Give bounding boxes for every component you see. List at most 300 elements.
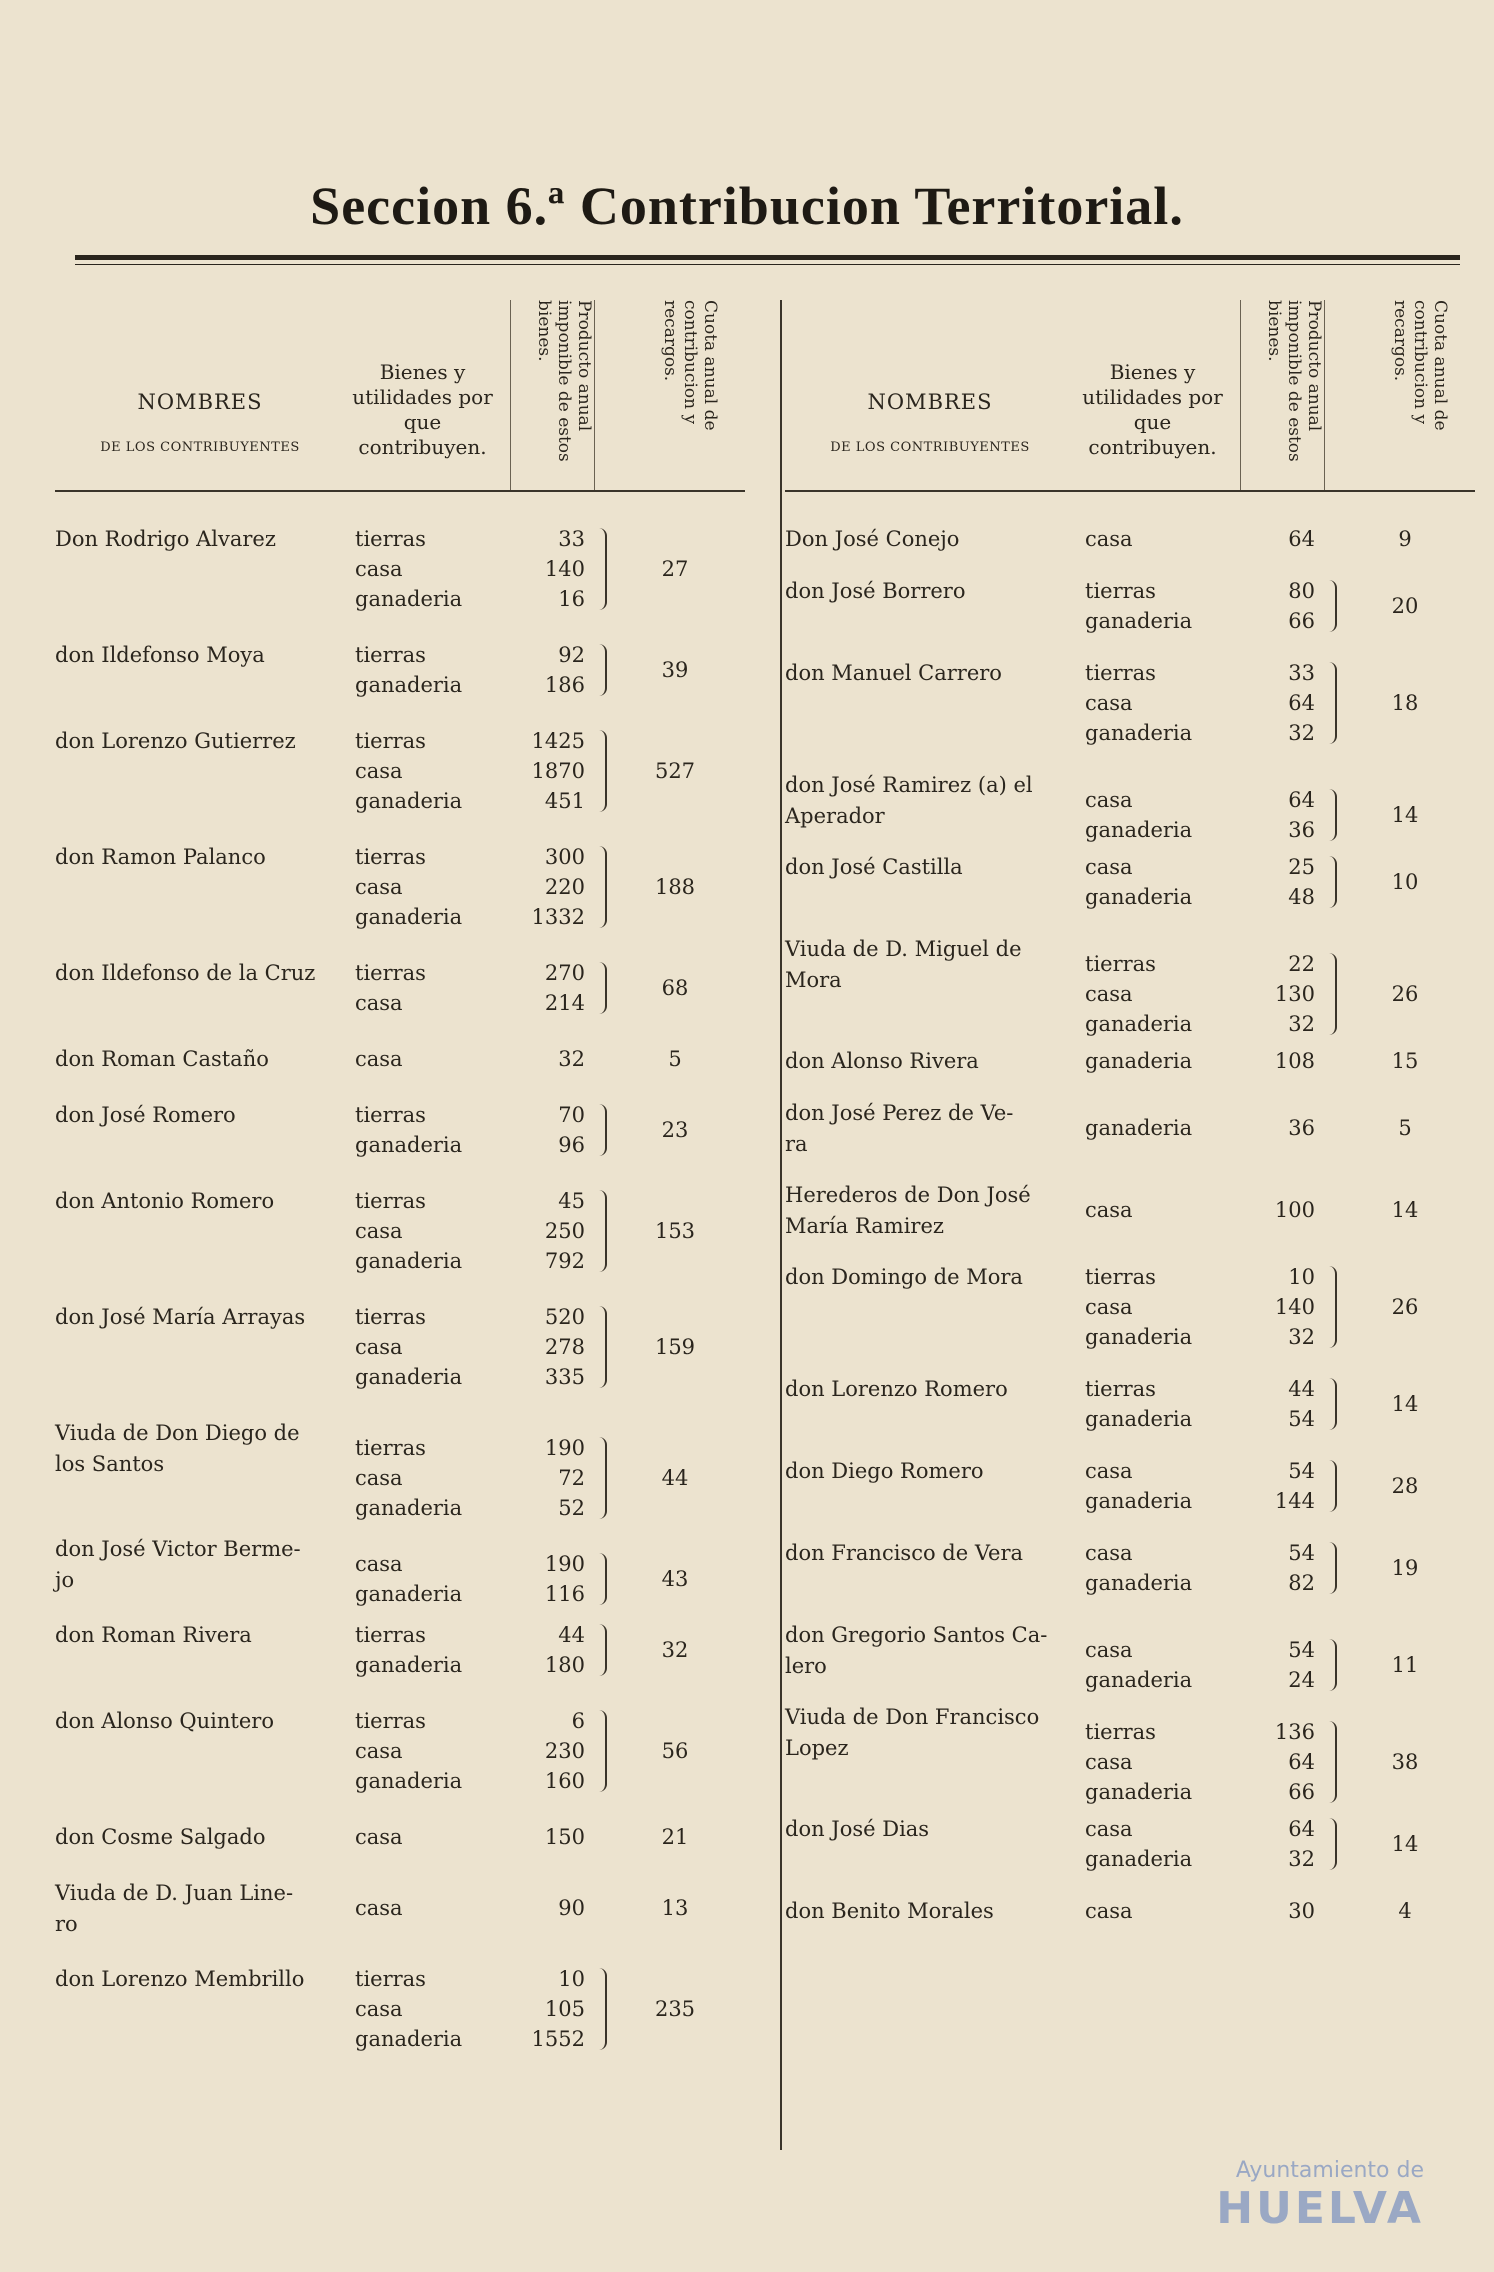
product-value: 80 bbox=[1288, 579, 1315, 603]
asset-list bbox=[1085, 1814, 1245, 1874]
cuota-value: 68 bbox=[661, 976, 689, 1000]
value-list bbox=[1235, 1195, 1341, 1225]
cuota-value: 43 bbox=[661, 1567, 689, 1591]
contributor-name-line: Aperador bbox=[785, 804, 885, 828]
asset-item: casa bbox=[1085, 1899, 1133, 1923]
contributor-entry bbox=[55, 726, 745, 842]
contributor-name bbox=[55, 640, 350, 671]
archive-stamp bbox=[1216, 2158, 1424, 2234]
contributor-name bbox=[55, 524, 350, 555]
product-value: 335 bbox=[544, 1365, 585, 1389]
contributor-name-line: don Lorenzo Gutierrez bbox=[55, 729, 296, 753]
contributor-entry bbox=[55, 958, 745, 1044]
contributor-entry bbox=[785, 1262, 1475, 1374]
header-nombres bbox=[55, 390, 345, 455]
contributor-entry bbox=[55, 1302, 745, 1418]
product-value: 10 bbox=[558, 1967, 585, 1991]
contributor-entry bbox=[785, 1374, 1475, 1456]
contributor-entry bbox=[55, 1964, 745, 2080]
asset-list bbox=[1085, 949, 1245, 1039]
contributor-entry bbox=[785, 1046, 1475, 1098]
contributor-entry bbox=[785, 576, 1475, 658]
asset-item: ganaderia bbox=[355, 1496, 463, 1520]
cuota-value: 14 bbox=[1391, 1198, 1419, 1222]
asset-item: casa bbox=[355, 1997, 403, 2021]
contributor-name bbox=[785, 1456, 1085, 1487]
product-value: 90 bbox=[558, 1896, 585, 1920]
contributor-entry bbox=[55, 1534, 745, 1620]
contributor-name-line: don Ramon Palanco bbox=[55, 845, 266, 869]
product-value: 44 bbox=[1288, 1377, 1315, 1401]
asset-item: tierras bbox=[355, 1189, 426, 1213]
asset-list bbox=[1085, 658, 1245, 748]
product-value: 16 bbox=[558, 587, 585, 611]
grouping-brace bbox=[595, 1437, 607, 1519]
product-value: 108 bbox=[1274, 1049, 1315, 1073]
contributor-name-line: don Lorenzo Membrillo bbox=[55, 1967, 305, 1991]
product-value: 22 bbox=[1288, 952, 1315, 976]
asset-item: ganaderia bbox=[1085, 1012, 1193, 1036]
contributor-name-line: Viuda de Don Diego de bbox=[55, 1421, 300, 1445]
title-rule bbox=[75, 255, 1460, 260]
asset-item: ganaderia bbox=[1085, 609, 1193, 633]
header-cuota: Cuota anual de contribucion y recargos. bbox=[660, 300, 720, 431]
contributor-entry bbox=[785, 1896, 1475, 1948]
product-value: 48 bbox=[1288, 885, 1315, 909]
grouping-brace bbox=[595, 1624, 607, 1676]
cuota-value: 19 bbox=[1391, 1556, 1419, 1580]
asset-list bbox=[355, 842, 515, 932]
asset-item: casa bbox=[355, 1896, 403, 1920]
contributor-entry bbox=[785, 1180, 1475, 1262]
cuota-value: 44 bbox=[661, 1466, 689, 1490]
contributor-name-line: don José Perez de Ve- bbox=[785, 1101, 1014, 1125]
asset-list bbox=[355, 958, 515, 1018]
contributor-entry bbox=[55, 1706, 745, 1822]
contributor-entry bbox=[55, 1186, 745, 1302]
contributor-entry bbox=[55, 1620, 745, 1706]
cuota-value: 5 bbox=[668, 1047, 682, 1071]
grouping-brace bbox=[1325, 1266, 1337, 1348]
cuota-value: 15 bbox=[1391, 1049, 1419, 1073]
cuota-value: 56 bbox=[661, 1739, 689, 1763]
asset-list bbox=[355, 1100, 515, 1160]
asset-item: ganaderia bbox=[1085, 1571, 1193, 1595]
grouping-brace bbox=[595, 1968, 607, 2050]
asset-item: tierras bbox=[1085, 952, 1156, 976]
cuota-value: 5 bbox=[1398, 1116, 1412, 1140]
asset-list bbox=[1085, 524, 1245, 554]
contributor-name bbox=[785, 1374, 1085, 1405]
product-value: 64 bbox=[1288, 1750, 1315, 1774]
asset-item: ganaderia bbox=[355, 1582, 463, 1606]
cuota-value: 18 bbox=[1391, 691, 1419, 715]
asset-item: casa bbox=[355, 1219, 403, 1243]
asset-item: ganaderia bbox=[355, 587, 463, 611]
contributor-name bbox=[785, 1620, 1085, 1682]
contributor-name-line: don Gregorio Santos Ca- bbox=[785, 1623, 1048, 1647]
product-value: 64 bbox=[1288, 1817, 1315, 1841]
cuota-value: 527 bbox=[654, 759, 696, 783]
asset-item: casa bbox=[1085, 1198, 1133, 1222]
asset-item: casa bbox=[1085, 1817, 1133, 1841]
contributor-name-line: don Domingo de Mora bbox=[785, 1265, 1023, 1289]
product-value: 64 bbox=[1288, 691, 1315, 715]
asset-item: ganaderia bbox=[355, 1653, 463, 1677]
asset-item: ganaderia bbox=[355, 673, 463, 697]
product-value: 45 bbox=[558, 1189, 585, 1213]
contributor-entry bbox=[785, 770, 1475, 852]
contributor-name-line: don Francisco de Vera bbox=[785, 1541, 1024, 1565]
contributor-entry bbox=[785, 1702, 1475, 1814]
grouping-brace bbox=[1325, 1378, 1337, 1430]
product-value: 105 bbox=[544, 1997, 585, 2021]
asset-item: tierras bbox=[355, 1436, 426, 1460]
asset-item: ganaderia bbox=[1085, 1489, 1193, 1513]
asset-list bbox=[1085, 1456, 1245, 1516]
asset-item: tierras bbox=[355, 729, 426, 753]
asset-item: ganaderia bbox=[355, 1133, 463, 1157]
asset-item: tierras bbox=[355, 845, 426, 869]
contributor-entry bbox=[785, 1456, 1475, 1538]
grouping-brace bbox=[1325, 953, 1337, 1035]
contributor-name-line: don Alonso Rivera bbox=[785, 1049, 979, 1073]
contributor-name bbox=[55, 1302, 350, 1333]
contributor-name-line: don José Dias bbox=[785, 1817, 930, 1841]
contributor-entry bbox=[55, 1418, 745, 1534]
asset-item: casa bbox=[1085, 1295, 1133, 1319]
contributor-entry bbox=[55, 1044, 745, 1100]
contributor-name-line: don Lorenzo Romero bbox=[785, 1377, 1008, 1401]
asset-item: tierras bbox=[1085, 1265, 1156, 1289]
product-value: 82 bbox=[1288, 1571, 1315, 1595]
contributor-name-line: don Ildefonso Moya bbox=[55, 643, 265, 667]
asset-list bbox=[1085, 1374, 1245, 1434]
cuota-value: 26 bbox=[1391, 1295, 1419, 1319]
product-value: 52 bbox=[558, 1496, 585, 1520]
cuota-value: 39 bbox=[661, 658, 689, 682]
contributor-name bbox=[55, 842, 350, 873]
cuota-value: 235 bbox=[654, 1997, 696, 2021]
asset-list bbox=[355, 1549, 515, 1609]
contributor-name bbox=[55, 1418, 350, 1480]
product-value: 1425 bbox=[531, 729, 585, 753]
asset-item: tierras bbox=[355, 1103, 426, 1127]
contributor-name bbox=[785, 576, 1085, 607]
cuota-value: 10 bbox=[1391, 870, 1419, 894]
product-value: 54 bbox=[1288, 1407, 1315, 1431]
asset-list bbox=[1085, 1635, 1245, 1695]
asset-item: tierras bbox=[355, 961, 426, 985]
contributor-name-line: don Roman Castaño bbox=[55, 1047, 269, 1071]
product-value: 32 bbox=[1288, 1847, 1315, 1871]
asset-item: ganaderia bbox=[1085, 1049, 1193, 1073]
asset-list bbox=[355, 1302, 515, 1392]
contributor-name-line: don Manuel Carrero bbox=[785, 661, 1002, 685]
product-value: 25 bbox=[1288, 855, 1315, 879]
contributor-name bbox=[785, 1702, 1085, 1764]
contributor-entry bbox=[55, 842, 745, 958]
contributor-name bbox=[55, 1186, 350, 1217]
contributor-name bbox=[785, 1180, 1085, 1242]
asset-list bbox=[1085, 1046, 1245, 1076]
contributor-name bbox=[785, 934, 1085, 996]
value-list bbox=[505, 1044, 611, 1074]
asset-item: casa bbox=[355, 991, 403, 1015]
cuota-value: 21 bbox=[661, 1825, 689, 1849]
contributor-name-line: Lopez bbox=[785, 1736, 849, 1760]
contributor-name-line: María Ramirez bbox=[785, 1214, 944, 1238]
right-table-header bbox=[785, 300, 1475, 492]
asset-item: tierras bbox=[1085, 1377, 1156, 1401]
contributor-name bbox=[55, 1878, 350, 1940]
asset-item: ganaderia bbox=[1085, 818, 1193, 842]
contributor-name bbox=[55, 1964, 350, 1995]
grouping-brace bbox=[1325, 856, 1337, 908]
stamp-line1: Ayuntamiento de bbox=[1235, 2158, 1424, 2183]
asset-item: ganaderia bbox=[1085, 721, 1193, 745]
asset-list bbox=[355, 1822, 515, 1852]
asset-item: ganaderia bbox=[1085, 1116, 1193, 1140]
contributor-name-line: Viuda de D. Miguel de bbox=[785, 937, 1022, 961]
asset-list bbox=[355, 1620, 515, 1680]
header-nombres-label: NOMBRES bbox=[137, 390, 263, 414]
asset-list bbox=[355, 1706, 515, 1796]
product-value: 33 bbox=[1288, 661, 1315, 685]
product-value: 32 bbox=[1288, 721, 1315, 745]
contributor-name-line: don Ildefonso de la Cruz bbox=[55, 961, 316, 985]
product-value: 250 bbox=[544, 1219, 585, 1243]
asset-list bbox=[355, 726, 515, 816]
product-value: 451 bbox=[544, 789, 585, 813]
asset-item: tierras bbox=[355, 1623, 426, 1647]
contributor-name-line: don Roman Rivera bbox=[55, 1623, 252, 1647]
product-value: 140 bbox=[544, 557, 585, 581]
product-value: 100 bbox=[1274, 1198, 1315, 1222]
product-value: 278 bbox=[544, 1335, 585, 1359]
asset-item: casa bbox=[355, 1335, 403, 1359]
contributor-name bbox=[785, 1098, 1085, 1160]
asset-list bbox=[355, 524, 515, 614]
asset-item: casa bbox=[1085, 982, 1133, 1006]
contributor-name-line: don José Ramirez (a) el bbox=[785, 773, 1033, 797]
contributor-name-line: don Benito Morales bbox=[785, 1899, 994, 1923]
grouping-brace bbox=[595, 730, 607, 812]
product-value: 186 bbox=[544, 673, 585, 697]
cuota-value: 14 bbox=[1391, 1832, 1419, 1856]
asset-item: tierras bbox=[355, 1967, 426, 1991]
asset-item: ganaderia bbox=[355, 1769, 463, 1793]
contributor-name bbox=[785, 658, 1085, 689]
product-value: 30 bbox=[1288, 1899, 1315, 1923]
cuota-value: 13 bbox=[661, 1896, 689, 1920]
asset-item: casa bbox=[1085, 1541, 1133, 1565]
contributor-name-line: don Alonso Quintero bbox=[55, 1709, 274, 1733]
contributor-name-line: don Antonio Romero bbox=[55, 1189, 275, 1213]
asset-item: tierras bbox=[355, 1709, 426, 1733]
header-contribuyentes-label: DE LOS CONTRIBUYENTES bbox=[830, 440, 1030, 455]
contributor-name bbox=[785, 524, 1085, 555]
asset-list bbox=[1085, 1717, 1245, 1807]
header-contribuyentes-label: DE LOS CONTRIBUYENTES bbox=[100, 440, 300, 455]
product-value: 220 bbox=[544, 875, 585, 899]
contributor-entry bbox=[785, 852, 1475, 934]
contributor-name-line: jo bbox=[55, 1568, 75, 1592]
contributor-name bbox=[55, 1706, 350, 1737]
value-list bbox=[1235, 524, 1341, 554]
value-list bbox=[1235, 1046, 1341, 1076]
contributor-name bbox=[785, 852, 1085, 883]
asset-item: ganaderia bbox=[355, 2027, 463, 2051]
asset-item: casa bbox=[355, 1047, 403, 1071]
contributor-name-line: lero bbox=[785, 1654, 827, 1678]
contributor-name-line: don José María Arrayas bbox=[55, 1305, 306, 1329]
asset-item: ganaderia bbox=[355, 789, 463, 813]
product-value: 32 bbox=[558, 1047, 585, 1071]
contributor-name-line: ro bbox=[55, 1912, 78, 1936]
left-table-header bbox=[55, 300, 745, 492]
contributor-entry bbox=[785, 1620, 1475, 1702]
asset-item: tierras bbox=[1085, 1720, 1156, 1744]
contributor-name bbox=[55, 1822, 350, 1853]
grouping-brace bbox=[595, 962, 607, 1014]
grouping-brace bbox=[1325, 789, 1337, 841]
asset-item: tierras bbox=[355, 527, 426, 551]
contributor-entry bbox=[785, 524, 1475, 576]
product-value: 1552 bbox=[531, 2027, 585, 2051]
cuota-value: 20 bbox=[1391, 594, 1419, 618]
product-value: 160 bbox=[544, 1769, 585, 1793]
contributor-name-line: don José Romero bbox=[55, 1103, 236, 1127]
contributor-name bbox=[55, 1100, 350, 1131]
product-value: 44 bbox=[558, 1623, 585, 1647]
contributor-name-line: Mora bbox=[785, 968, 842, 992]
contributor-name-line: Don Rodrigo Alvarez bbox=[55, 527, 276, 551]
product-value: 70 bbox=[558, 1103, 585, 1127]
asset-item: casa bbox=[1085, 1459, 1133, 1483]
product-value: 520 bbox=[544, 1305, 585, 1329]
product-value: 92 bbox=[558, 643, 585, 667]
title-rule-thin bbox=[75, 264, 1460, 265]
contributor-name bbox=[785, 1262, 1085, 1293]
product-value: 32 bbox=[1288, 1012, 1315, 1036]
contributor-name-line: don José Castilla bbox=[785, 855, 963, 879]
header-producto: Producto anual imponible de estos bienes. bbox=[510, 300, 595, 490]
value-list bbox=[505, 1893, 611, 1923]
product-value: 64 bbox=[1288, 788, 1315, 812]
grouping-brace bbox=[1325, 1460, 1337, 1512]
product-value: 130 bbox=[1274, 982, 1315, 1006]
contributor-name bbox=[785, 1896, 1085, 1927]
cuota-value: 28 bbox=[1391, 1474, 1419, 1498]
product-value: 140 bbox=[1274, 1295, 1315, 1319]
grouping-brace bbox=[595, 644, 607, 696]
header-producto: Producto anual imponible de estos bienes. bbox=[1240, 300, 1325, 490]
asset-item: casa bbox=[355, 557, 403, 581]
page-title: Seccion 6.ª Contribucion Territorial. bbox=[310, 176, 1184, 236]
product-value: 96 bbox=[558, 1133, 585, 1157]
asset-item: casa bbox=[355, 1739, 403, 1763]
right-column bbox=[785, 300, 1475, 1948]
asset-list bbox=[355, 1964, 515, 2054]
product-value: 33 bbox=[558, 527, 585, 551]
product-value: 36 bbox=[1288, 1116, 1315, 1140]
grouping-brace bbox=[595, 1190, 607, 1272]
header-nombres-label: NOMBRES bbox=[867, 390, 993, 414]
product-value: 66 bbox=[1288, 1780, 1315, 1804]
header-bienes: Bienes y utilidades por que contribuyen. bbox=[1082, 360, 1223, 459]
cuota-value: 23 bbox=[661, 1118, 689, 1142]
asset-list bbox=[355, 1893, 515, 1923]
grouping-brace bbox=[595, 1104, 607, 1156]
product-value: 36 bbox=[1288, 818, 1315, 842]
grouping-brace bbox=[595, 1710, 607, 1792]
cuota-value: 153 bbox=[654, 1219, 696, 1243]
asset-list bbox=[1085, 1113, 1245, 1143]
cuota-value: 14 bbox=[1391, 1392, 1419, 1416]
asset-item: ganaderia bbox=[1085, 1325, 1193, 1349]
product-value: 32 bbox=[1288, 1325, 1315, 1349]
grouping-brace bbox=[595, 1553, 607, 1605]
contributor-name-line: Don José Conejo bbox=[785, 527, 960, 551]
product-value: 6 bbox=[571, 1709, 585, 1733]
asset-item: tierras bbox=[355, 643, 426, 667]
cuota-value: 159 bbox=[654, 1335, 696, 1359]
product-value: 180 bbox=[544, 1653, 585, 1677]
value-list bbox=[505, 1822, 611, 1852]
contributor-name-line: los Santos bbox=[55, 1452, 165, 1476]
product-value: 66 bbox=[1288, 609, 1315, 633]
cuota-value: 11 bbox=[1391, 1653, 1419, 1677]
contributor-name bbox=[55, 1620, 350, 1651]
asset-item: casa bbox=[1085, 691, 1133, 715]
product-value: 150 bbox=[544, 1825, 585, 1849]
asset-item: casa bbox=[1085, 788, 1133, 812]
asset-list bbox=[1085, 852, 1245, 912]
right-entries bbox=[785, 524, 1475, 1948]
product-value: 54 bbox=[1288, 1459, 1315, 1483]
product-value: 24 bbox=[1288, 1668, 1315, 1692]
contributor-entry bbox=[785, 1098, 1475, 1180]
asset-list bbox=[355, 640, 515, 700]
contributor-name-line: ra bbox=[785, 1132, 808, 1156]
asset-list bbox=[355, 1044, 515, 1074]
contributor-name bbox=[785, 1046, 1085, 1077]
cuota-value: 14 bbox=[1391, 803, 1419, 827]
asset-item: casa bbox=[355, 1552, 403, 1576]
cuota-value: 38 bbox=[1391, 1750, 1419, 1774]
product-value: 190 bbox=[544, 1436, 585, 1460]
header-nombres bbox=[785, 390, 1075, 455]
asset-item: ganaderia bbox=[355, 1249, 463, 1273]
product-value: 190 bbox=[544, 1552, 585, 1576]
contributor-name bbox=[55, 726, 350, 757]
column-divider bbox=[780, 300, 782, 2150]
contributor-name-line: don Diego Romero bbox=[785, 1459, 984, 1483]
product-value: 10 bbox=[1288, 1265, 1315, 1289]
grouping-brace bbox=[595, 1306, 607, 1388]
contributor-entry bbox=[55, 640, 745, 726]
asset-list bbox=[1085, 1896, 1245, 1926]
contributor-name bbox=[55, 1044, 350, 1075]
asset-item: tierras bbox=[355, 1305, 426, 1329]
contributor-name-line: Viuda de Don Francisco bbox=[785, 1705, 1040, 1729]
asset-item: ganaderia bbox=[1085, 1780, 1193, 1804]
product-value: 72 bbox=[558, 1466, 585, 1490]
cuota-value: 188 bbox=[654, 875, 696, 899]
asset-item: casa bbox=[1085, 527, 1133, 551]
asset-item: ganaderia bbox=[355, 905, 463, 929]
